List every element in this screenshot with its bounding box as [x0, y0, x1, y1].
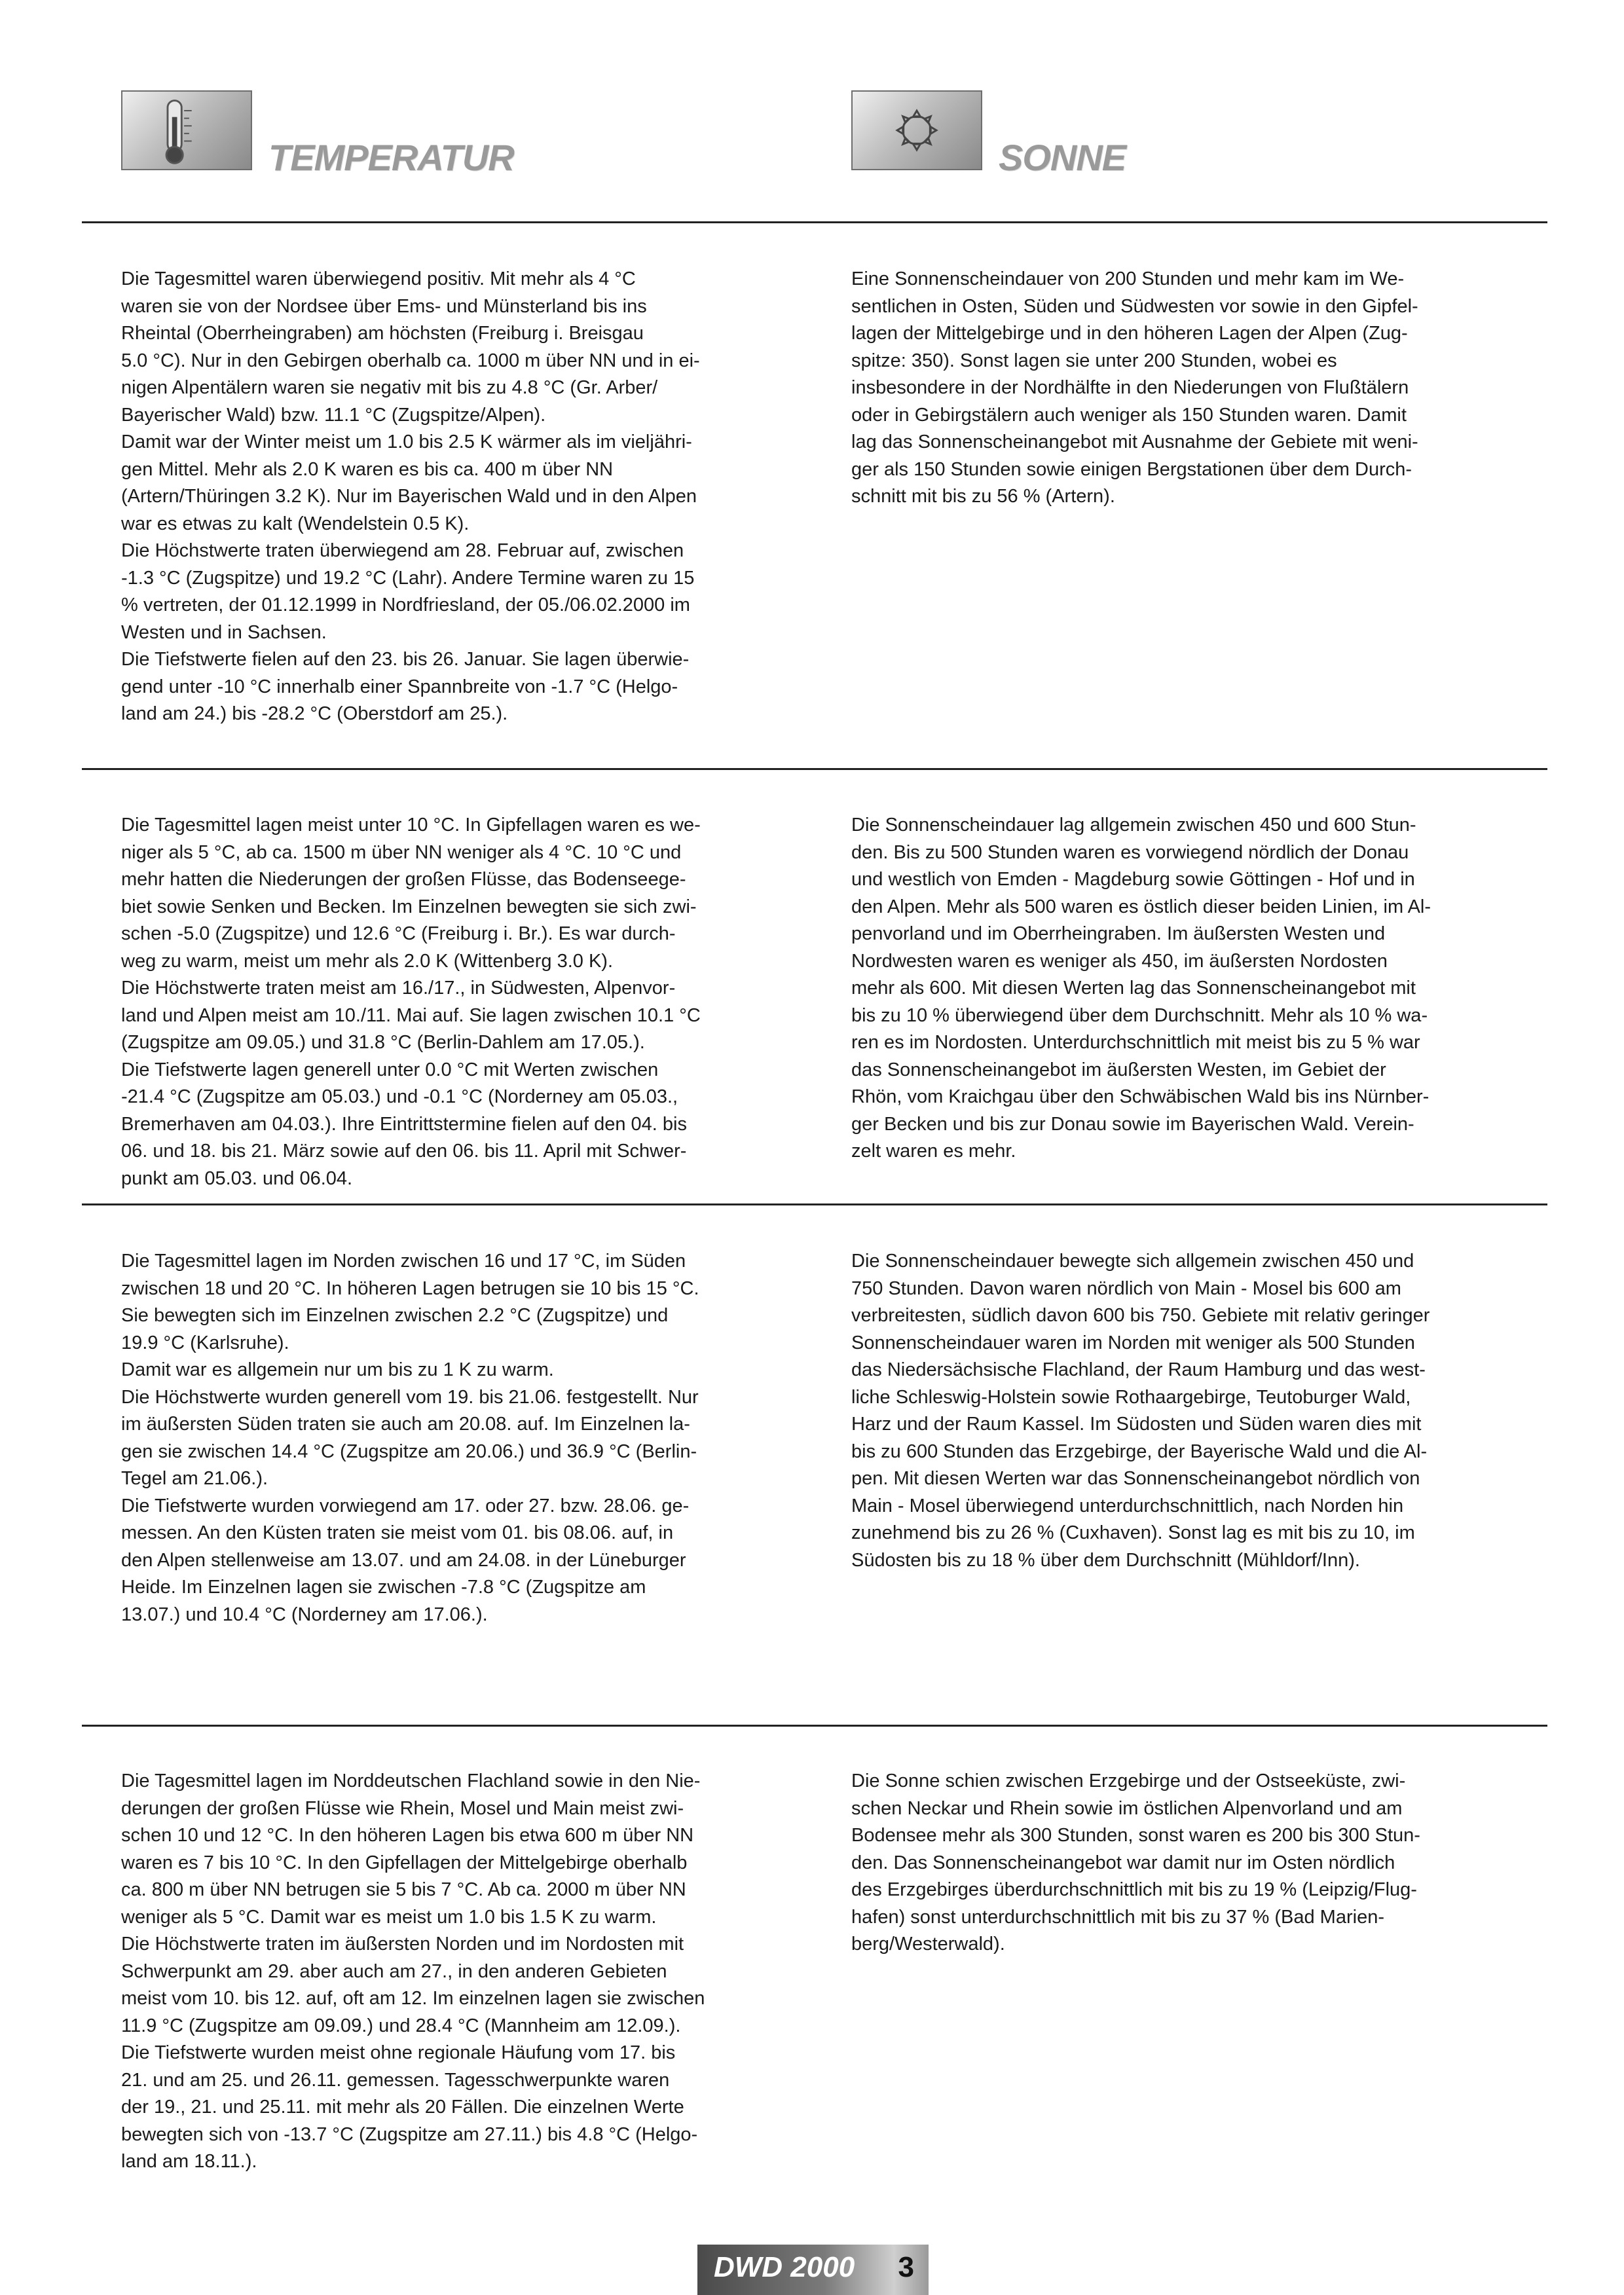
temperature-paragraph-summer: Die Tagesmittel lagen im Norden zwischen 16 und 17 °C, im Süden zwischen 18 und 20 °C. In höheren Lagen betrugen sie 10 bis 15 °C. Sie bewegten sich im Einzelnen zwischen 2.2 °C (Zugspitze) und 19.9 °C (Karlsruhe). Damit war es allgemein nur um bis zu 1 K zu warm. Die Höchstwerte wurden generell vom 19. bis 21.06. festgestellt. Nur im äußersten Süden traten sie auch am 20.08. auf. Im Einzelnen la- gen sie zwischen 14.4 °C (Zugspitze am 20.06.) und 36.9 °C (Berlin- Tegel am 21.06.). Die Tiefstwerte wurden vorwiegend am 17. oder 27. bzw. 28.06. ge- messen. An den Küsten traten sie meist vom 01. bis 08.06. auf, in den Alpen stellenweise am 13.07. und am 24.08. in der Lüneburger Heide. Im Einzelnen lagen sie zwischen -7.8 °C (Zugspitze am 13.07.) und 10.4 °C (Norderney am 17.06.). — [121, 1251, 699, 1625]
page-number: 3 — [898, 2251, 914, 2283]
sun-paragraph-winter: Eine Sonnenscheindauer von 200 Stunden und mehr kam im We- sentlichen in Osten, Süden und Südwesten vor sowie in den Gipfel- lagen der Mittelgebirge und in den höheren Lagen der Alpen (Zug- spitze: 350). Sonst lagen sie unter 200 Stunden, wobei es insbesondere in der Nordhälfte in den Niederungen von Flußtälern oder in Gebirgstälern auch weniger als 150 Stunden waren. Damit lag das Sonnenscheinangebot mit Ausnahme der Gebiete mit weni- ger als 150 Stunden sowie einigen Bergstationen über dem Durch- schnitt mit bis zu 56 % (Artern). — [851, 268, 1418, 507]
sun-paragraph-autumn: Die Sonne schien zwischen Erzgebirge und der Ostseeküste, zwi- schen Neckar und Rhein sowie im östlichen Alpenvorland und am Bodensee mehr als 300 Stunden, sonst waren es 200 bis 300 Stun- den. Das Sonnenscheinangebot war damit nur im Osten nördlich des Erzgebirges überdurchschnittlich mit bis zu 19 % (Leipzig/Flug- hafen) sonst unterdurchschnittlich mit bis zu 37 % (Bad Marien- berg/Westerwald). — [851, 1771, 1420, 1955]
temperature-paragraph-autumn: Die Tagesmittel lagen im Norddeutschen Flachland sowie in den Nie- derungen der großen Flüsse wie Rhein, Mosel und Main meist zwi- schen 10 und 12 °C. In den höheren Lagen bis etwa 600 m über NN waren es 7 bis 10 °C. In den Gipfellagen der Mittelgebirge oberhalb ca. 800 m über NN betrugen sie 5 bis 7 °C. Ab ca. 2000 m über NN weniger als 5 °C. Damit war es meist um 1.0 bis 1.5 K zu warm. Die Höchstwerte traten im äußersten Norden und im Nordosten mit Schwerpunkt am 29. aber auch am 27., in den anderen Gebieten meist vom 10. bis 12. auf, oft am 12. Im einzelnen lagen sie zwischen 11.9 °C (Zugspitze am 09.09.) und 28.4 °C (Mannheim am 12.09.). Die Tiefstwerte wurden meist ohne regionale Häufung vom 17. bis 21. und am 25. und 26.11. gemessen. Tagesschwerpunkte waren der 19., 21. und 25.11. mit mehr als 20 Fällen. Die einzelnen Werte bewegten sich von -13.7 °C (Zugspitze am 27.11.) bis 4.8 °C (Helgo- land am 18.11.). — [121, 1771, 705, 2172]
sun-graphic — [853, 92, 981, 169]
thermometer-icon — [121, 90, 252, 170]
thermometer-graphic — [122, 92, 251, 169]
sun-icon — [851, 90, 982, 170]
sun-paragraph-spring: Die Sonnenscheindauer lag allgemein zwischen 450 und 600 Stun- den. Bis zu 500 Stunden waren es vorwiegend nördlich der Donau und westlich von Emden - Magdeburg sowie Göttingen - Hof und in den Alpen. Mehr als 500 waren es östlich dieser beiden Linien, im Al- penvorland und im Oberrheingraben. Im äußersten Westen und Nordwesten waren es weniger als 450, im äußersten Nordosten mehr als 600. Mit diesen Werten lag das Sonnenscheinangebot mit bis zu 10 % überwiegend über dem Durchschnitt. Mehr als 10 % wa- ren es im Nordosten. Unterdurchschnittlich mit meist bis zu 5 % war das Sonnenscheinangebot im äußersten Westen, im Gebiet der Rhön, vom Kraichgau über den Schwäbischen Wald bis ins Nürnber- ger Becken und bis zur Donau sowie im Bayerischen Wald. Verein- zelt waren es mehr. — [851, 815, 1431, 1162]
temperature-paragraph-spring: Die Tagesmittel lagen meist unter 10 °C. In Gipfellagen waren es we- niger als 5 °C, ab ca. 1500 m über NN weniger als 4 °C. 10 °C und mehr hatten die Niederungen der großen Flüsse, das Bodenseege- biet sowie Senken und Becken. Im Einzelnen bewegten sie sich zwi- schen -5.0 (Zugspitze) und 12.6 °C (Freiburg i. Br.). Es war durch- weg zu warm, meist um mehr als 2.0 K (Wittenberg 3.0 K). Die Höchstwerte traten meist am 16./17., in Südwesten, Alpenvor- land und Alpen meist am 10./11. Mai auf. Sie lagen zwischen 10.1 °C (Zugspitze am 09.05.) und 31.8 °C (Berlin-Dahlem am 17.05.). Die Tiefstwerte lagen generell unter 0.0 °C mit Werten zwischen -21.4 °C (Zugspitze am 05.03.) und -0.1 °C (Norderney am 05.03., Bremerhaven am 04.03.). Ihre Eintrittstermine fielen auf den 04. bis 06. und 18. bis 21. März sowie auf den 06. bis 11. April mit Schwer- punkt am 05.03. und 06.04. — [121, 815, 701, 1189]
section-divider — [82, 1725, 1547, 1727]
section-divider — [82, 221, 1547, 223]
sun-paragraph-summer: Die Sonnenscheindauer bewegte sich allgemein zwischen 450 und 750 Stunden. Davon waren nördlich von Main - Mosel bis 600 am verbreitesten, südlich davon 600 bis 750. Gebiete mit relativ geringer Sonnenscheindauer waren im Norden mit weniger als 500 Stunden das Niedersächsische Flachland, der Raum Hamburg und das west- liche Schleswig-Holstein sowie Rothaargebirge, Teutoburger Wald, Harz und der Raum Kassel. Im Südosten und Süden waren dies mit bis zu 600 Stunden das Erzgebirge, der Bayerische Wald und die Al- pen. Mit diesen Werten war das Sonnenscheinangebot nördlich von Main - Mosel überwiegend unterdurchschnittlich, nach Norden hin zunehmend bis zu 26 % (Cuxhaven). Sonst lag es mit bis zu 10, im Südosten bis zu 18 % über dem Durchschnitt (Mühldorf/Inn). — [851, 1251, 1430, 1571]
section-divider — [82, 768, 1547, 770]
temperature-heading: TEMPERATUR — [268, 137, 514, 178]
temperature-paragraph-winter: Die Tagesmittel waren überwiegend positiv. Mit mehr als 4 °C waren sie von der Nordsee über Ems- und Münsterland bis ins Rheintal (Oberrheingraben) am höchsten (Freiburg i. Breisgau 5.0 °C). Nur in den Gebirgen oberhalb ca. 1000 m über NN und in ei- nigen Alpentälern waren sie negativ mit bis zu 4.8 °C (Gr. Arber/ Bayerischer Wald) bzw. 11.1 °C (Zugspitze/Alpen). Damit war der Winter meist um 1.0 bis 2.5 K wärmer als im vieljähri- gen Mittel. Mehr als 2.0 K waren es bis ca. 400 m über NN (Artern/Thüringen 3.2 K). Nur im Bayerischen Wald und in den Alpen war es etwas zu kalt (Wendelstein 0.5 K). Die Höchstwerte traten überwiegend am 28. Februar auf, zwischen -1.3 °C (Zugspitze) und 19.2 °C (Lahr). Andere Termine waren zu 15 % vertreten, der 01.12.1999 in Nordfriesland, der 05./06.02.2000 im Westen und in Sachsen. Die Tiefstwerte fielen auf den 23. bis 26. Januar. Sie lagen überwie- gend unter -10 °C innerhalb einer Spannbreite von -1.7 °C (Helgo- land am 24.) bis -28.2 °C (Oberstdorf am 25.). — [121, 268, 700, 724]
section-divider — [82, 1203, 1547, 1205]
footer-badge — [697, 2245, 929, 2295]
footer-label: DWD 2000 — [714, 2251, 855, 2283]
sun-heading: SONNE — [999, 137, 1126, 178]
